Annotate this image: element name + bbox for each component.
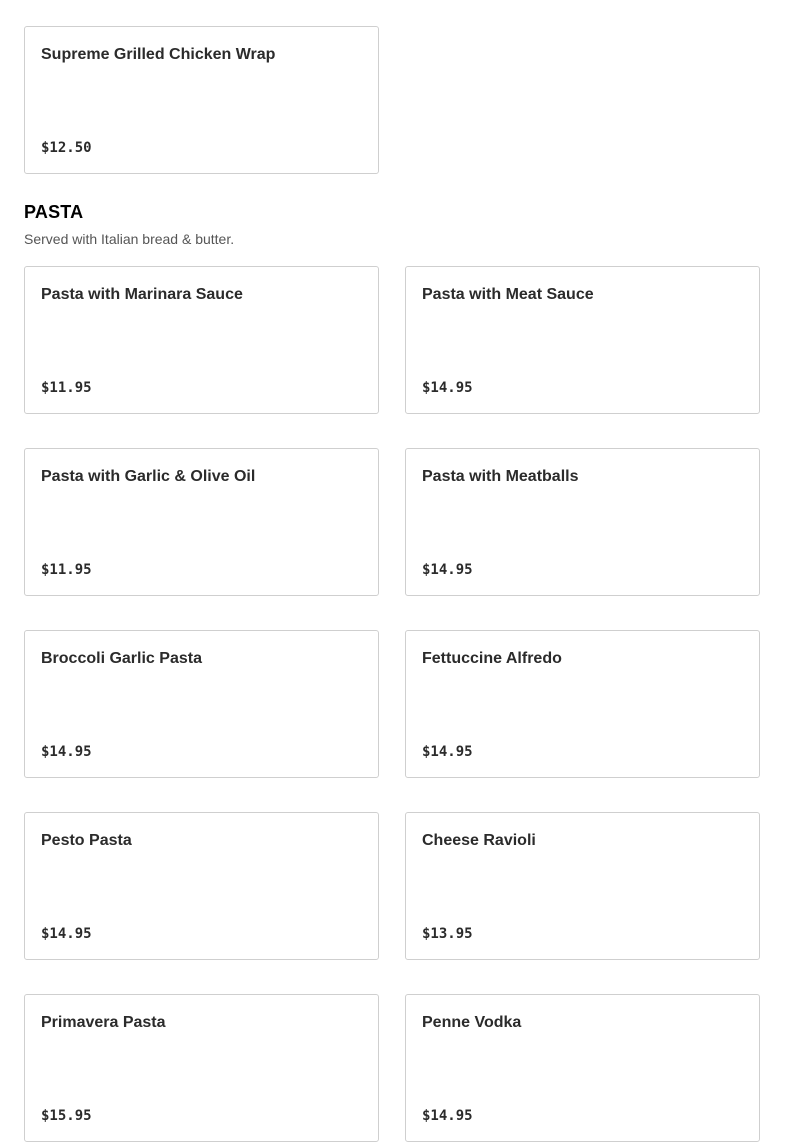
menu-item-price: $15.95 — [41, 1108, 92, 1124]
menu-item-price: $11.95 — [41, 380, 92, 396]
menu-item-name: Broccoli Garlic Pasta — [41, 650, 202, 667]
menu-item-card[interactable] — [24, 26, 379, 174]
section-description: Served with Italian bread & butter. — [24, 231, 235, 247]
menu-item-price: $14.95 — [422, 562, 473, 578]
menu-item-price: $14.95 — [422, 744, 473, 760]
menu-item-name: Supreme Grilled Chicken Wrap — [41, 46, 276, 63]
menu-item-name: Cheese Ravioli — [422, 832, 536, 849]
menu-item-card[interactable] — [405, 448, 760, 596]
menu-item-card[interactable] — [405, 812, 760, 960]
menu-item-card[interactable] — [24, 812, 379, 960]
menu-item-name: Pasta with Marinara Sauce — [41, 286, 243, 303]
menu-item-price: $11.95 — [41, 562, 92, 578]
menu-item-name: Pasta with Meatballs — [422, 468, 579, 485]
menu-item-price: $14.95 — [422, 1108, 473, 1124]
menu-item-price: $14.95 — [422, 380, 473, 396]
menu-item-card[interactable] — [24, 630, 379, 778]
menu-item-name: Pesto Pasta — [41, 832, 132, 849]
menu-item-price: $12.50 — [41, 140, 92, 156]
menu-item-card[interactable] — [405, 266, 760, 414]
section-title: PASTA — [24, 202, 84, 222]
menu-item-name: Fettuccine Alfredo — [422, 650, 562, 667]
menu-item-price: $14.95 — [41, 744, 92, 760]
menu-item-card[interactable] — [405, 630, 760, 778]
menu-item-card[interactable] — [24, 448, 379, 596]
menu-item-card[interactable] — [405, 994, 760, 1142]
menu-item-price: $14.95 — [41, 926, 92, 942]
menu-item-card[interactable] — [24, 266, 379, 414]
menu-item-card[interactable] — [24, 994, 379, 1142]
menu-item-name: Pasta with Garlic & Olive Oil — [41, 468, 256, 485]
menu-item-name: Penne Vodka — [422, 1014, 522, 1031]
menu-item-name: Primavera Pasta — [41, 1014, 166, 1031]
menu-item-name: Pasta with Meat Sauce — [422, 286, 594, 303]
menu-item-price: $13.95 — [422, 926, 473, 942]
